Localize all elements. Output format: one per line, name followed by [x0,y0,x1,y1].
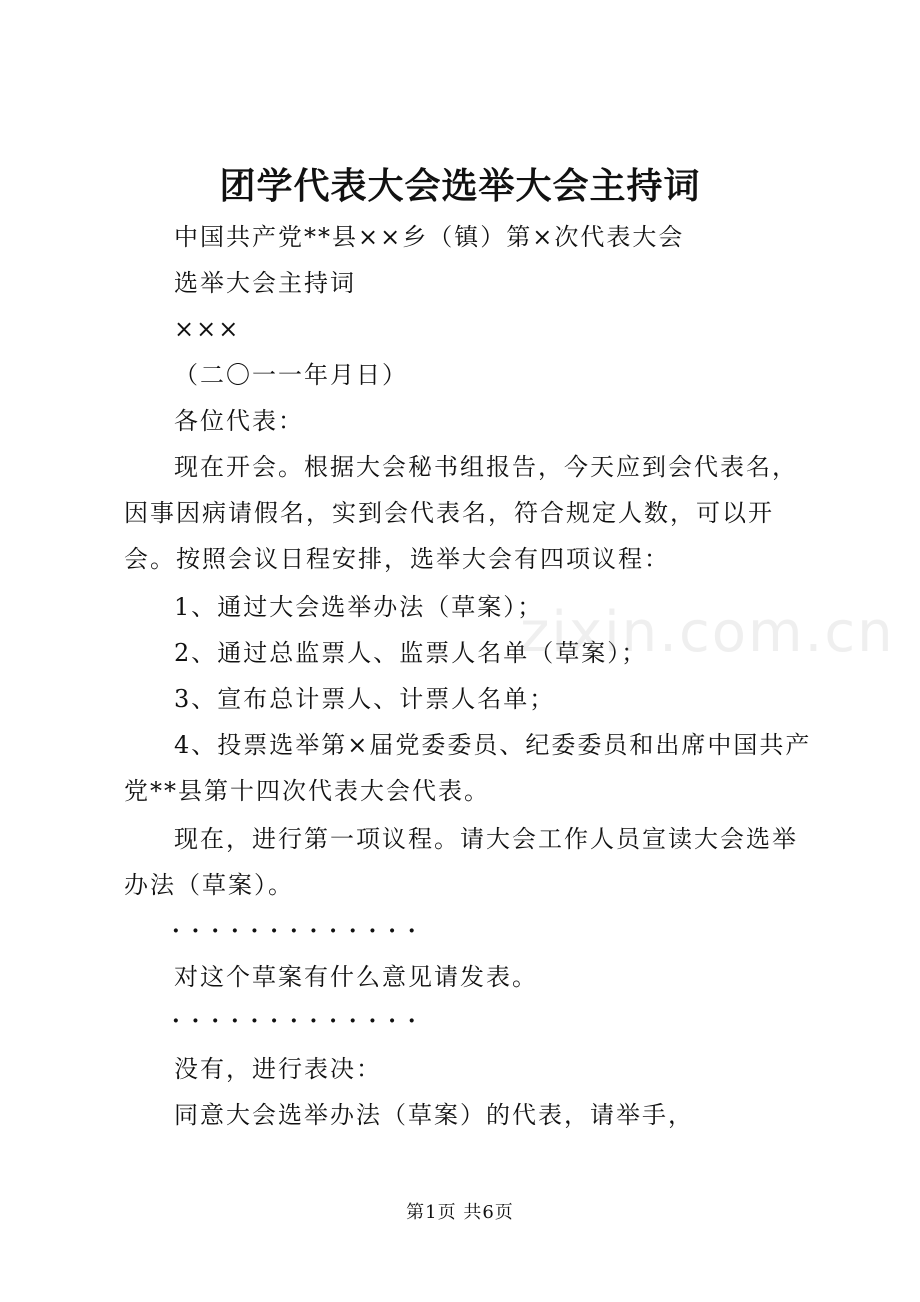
agenda-item-4: 4、投票选举第×届党委委员、纪委委员和出席中国共产党**县第十四次代表大会代表。 [124,731,812,805]
document-title: 团学代表大会选举大会主持词 [219,166,701,207]
watermark: zixin.com.cn [520,600,895,665]
paragraph-vote: 没有，进行表决： [174,1055,382,1083]
paragraph-first-agenda: 现在，进行第一项议程。请大会工作人员宣读大会选举办法（草案）。 [124,825,798,899]
paragraph-opening: 现在开会。根据大会秘书组报告，今天应到会代表名，因事因病请假名，实到会代表名，符合规定人数，可以开会。按照会议日程安排，选举大会有四项议程： [124,453,798,573]
header-line-subtitle: 选举大会主持词 [174,269,356,297]
ellipsis-dots-2: ············· [172,1008,428,1034]
agenda-item-1: 1、通过大会选举办法（草案）； [174,593,544,621]
ellipsis-dots-1: ············· [172,918,428,944]
salutation: 各位代表： [174,407,304,435]
agenda-item-3: 3、宣布总计票人、计票人名单； [174,685,556,713]
page-footer: 第1页 共6页 [406,1202,514,1223]
paragraph-agree: 同意大会选举办法（草案）的代表，请举手， [174,1101,694,1129]
paragraph-opinions: 对这个草案有什么意见请发表。 [174,963,538,991]
header-line-date: （二〇一一年月日） [174,361,408,389]
agenda-item-2: 2、通过总监票人、监票人名单（草案）； [174,639,648,667]
header-line-congress: 中国共产党**县××乡（镇）第×次代表大会 [174,223,685,251]
header-line-speaker: ××× [174,315,241,343]
